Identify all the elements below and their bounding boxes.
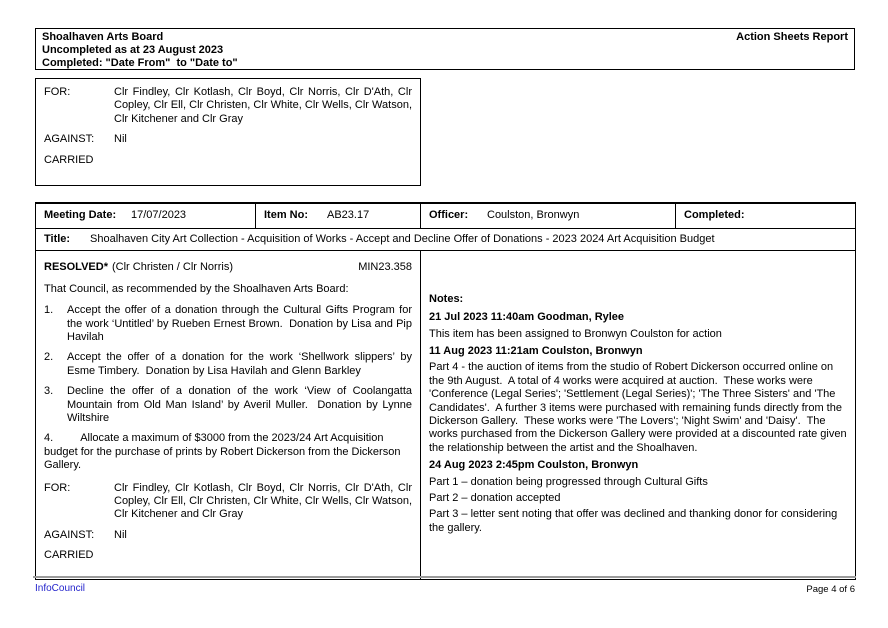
vote-for-row [44,482,412,522]
item-text: Accept the offer of a donation through the Cultural Gifts Program for the work ‘Untitled’ by Rueben Ernest Brown. Donation by Lisa and Pip Havilah [67,304,412,343]
against-value: Nil [114,528,127,541]
resolution-vote-block [44,482,412,563]
item-text: Accept the offer of a donation for the work ‘Shellwork slippers’ by Esme Timbery. Donation by Lisa Havilah and Glenn Barkley [67,351,412,377]
resolution-item-1 [44,304,412,344]
note-entry [429,459,847,535]
uncompleted-line: Uncompleted as at 23 August 2023 [42,44,224,56]
item-number: 3. [44,385,54,398]
resolution-cell [36,251,421,580]
page-number: Page 4 of 6 [806,584,855,595]
infocouncil-link[interactable]: InfoCouncil [35,583,86,594]
note-heading: 11 Aug 2023 11:21am Coulston, Bronwyn [429,344,643,357]
item-no-value: AB23.17 [327,209,370,222]
officer-cell [421,203,676,229]
note-paragraph: Part 4 - the auction of items from the studio of Robert Dickerson occurred online on the 9th August. A total of 4 works were acquired at auction. These works were 'Conference (Legal Series'; 'Settlement (Legal Series)'; 'The Three Sisters' and 'The Candidates'. A further 3 items were purchased with remaining funds directly from the Dickerson Gallery. These works were 'The Lovers'; 'Night Swim' and 'Daisy'. The works purchased from the Dickerson Gallery were provided at a discounted rate given the relationship between the artist and the Shoalhaven. [429,361,847,454]
resolved-label: RESOLVED* [44,261,108,274]
carried-label: CARRIED [44,153,94,166]
meeting-date-value: 17/07/2023 [131,209,187,222]
action-sheet-table [35,202,856,580]
meeting-date-label: Meeting Date: [44,209,117,222]
note-paragraph: Part 2 – donation accepted [429,492,561,505]
title-value: Shoalhaven City Art Collection - Acquisition of Works - Accept and Decline Offer of Donations - 2023 2024 Art Acquisition Budget [90,232,715,245]
resolution-item-4 [44,432,412,472]
resolution-preamble: That Council, as recommended by the Shoalhaven Arts Board: [44,282,349,295]
completed-label: Completed: [684,209,745,222]
report-header-left [42,31,238,67]
against-value: Nil [114,133,127,146]
org-name: Shoalhaven Arts Board [42,31,164,43]
resolution-item-3 [44,385,412,425]
officer-value: Coulston, Bronwyn [487,209,580,222]
report-header [35,28,855,70]
item-number: 2. [44,351,54,364]
vote-carried-row [44,154,412,167]
item-number: 4. [44,432,54,445]
meeting-meta-row [36,203,856,229]
vote-carried-row [44,549,412,562]
report-title: Action Sheets Report [736,31,848,43]
completed-cell [676,203,856,229]
item-no-label: Item No: [264,209,308,222]
for-label: FOR: [44,86,71,98]
vote-for-row [44,86,412,126]
note-entry [429,311,847,341]
for-label: FOR: [44,481,71,494]
resolved-line [44,261,412,274]
item-number: 1. [44,304,54,317]
completed-filter-line: Completed: "Date From" to "Date to" [42,57,238,69]
resolution-movers: (Clr Christen / Clr Norris) [111,261,233,274]
meeting-date-cell [36,203,256,229]
vote-against-row [44,529,412,542]
item-text: Decline the offer of a donation of the work ‘View of Coolangatta Mountain from Old Man Island’ by Averil Muller. Donation by Lynne Wiltshire [67,385,412,424]
note-paragraph: Part 3 – letter sent noting that offer was declined and thanking donor for considering the gallery. [429,508,838,534]
item-no-cell [256,203,421,229]
title-cell [36,229,856,251]
for-value: Clr Findley, Clr Kotlash, Clr Boyd, Clr Norris, Clr D'Ath, Clr Copley, Clr Ell, Clr Christen, Clr White, Clr Wells, Clr Watson, Clr Kitchener and Clr Gray [114,481,412,521]
for-value: Clr Findley, Clr Kotlash, Clr Boyd, Clr Norris, Clr D'Ath, Clr Copley, Clr Ell, Clr Christen, Clr White, Clr Wells, Clr Watson, Clr Kitchener and Clr Gray [114,86,412,125]
item-text: Allocate a maximum of $3000 from the 2023/24 Art Acquisition budget for the purchase of prints by Robert Dickerson from the Dickerson Gallery. [44,432,401,472]
against-label: AGAINST: [44,133,95,146]
minute-number: MIN23.358 [358,261,412,274]
note-paragraph: This item has been assigned to Bronwyn Coulston for action [429,327,722,340]
against-label: AGAINST: [44,528,95,541]
title-row [36,229,856,251]
note-paragraph: Part 1 – donation being progressed through Cultural Gifts [429,475,708,488]
item-body-row [36,251,856,580]
notes-cell [421,251,856,580]
note-heading: 21 Jul 2023 11:40am Goodman, Rylee [429,311,625,324]
carryover-vote-box [35,78,421,186]
footer-divider [33,576,856,578]
vote-against-row [44,133,412,146]
notes-title: Notes: [429,292,464,305]
note-heading: 24 Aug 2023 2:45pm Coulston, Bronwyn [429,459,639,472]
officer-label: Officer: [429,209,469,222]
note-entry [429,345,847,455]
title-label: Title: [44,232,71,245]
carried-label: CARRIED [44,549,94,562]
resolution-item-2 [44,351,412,378]
